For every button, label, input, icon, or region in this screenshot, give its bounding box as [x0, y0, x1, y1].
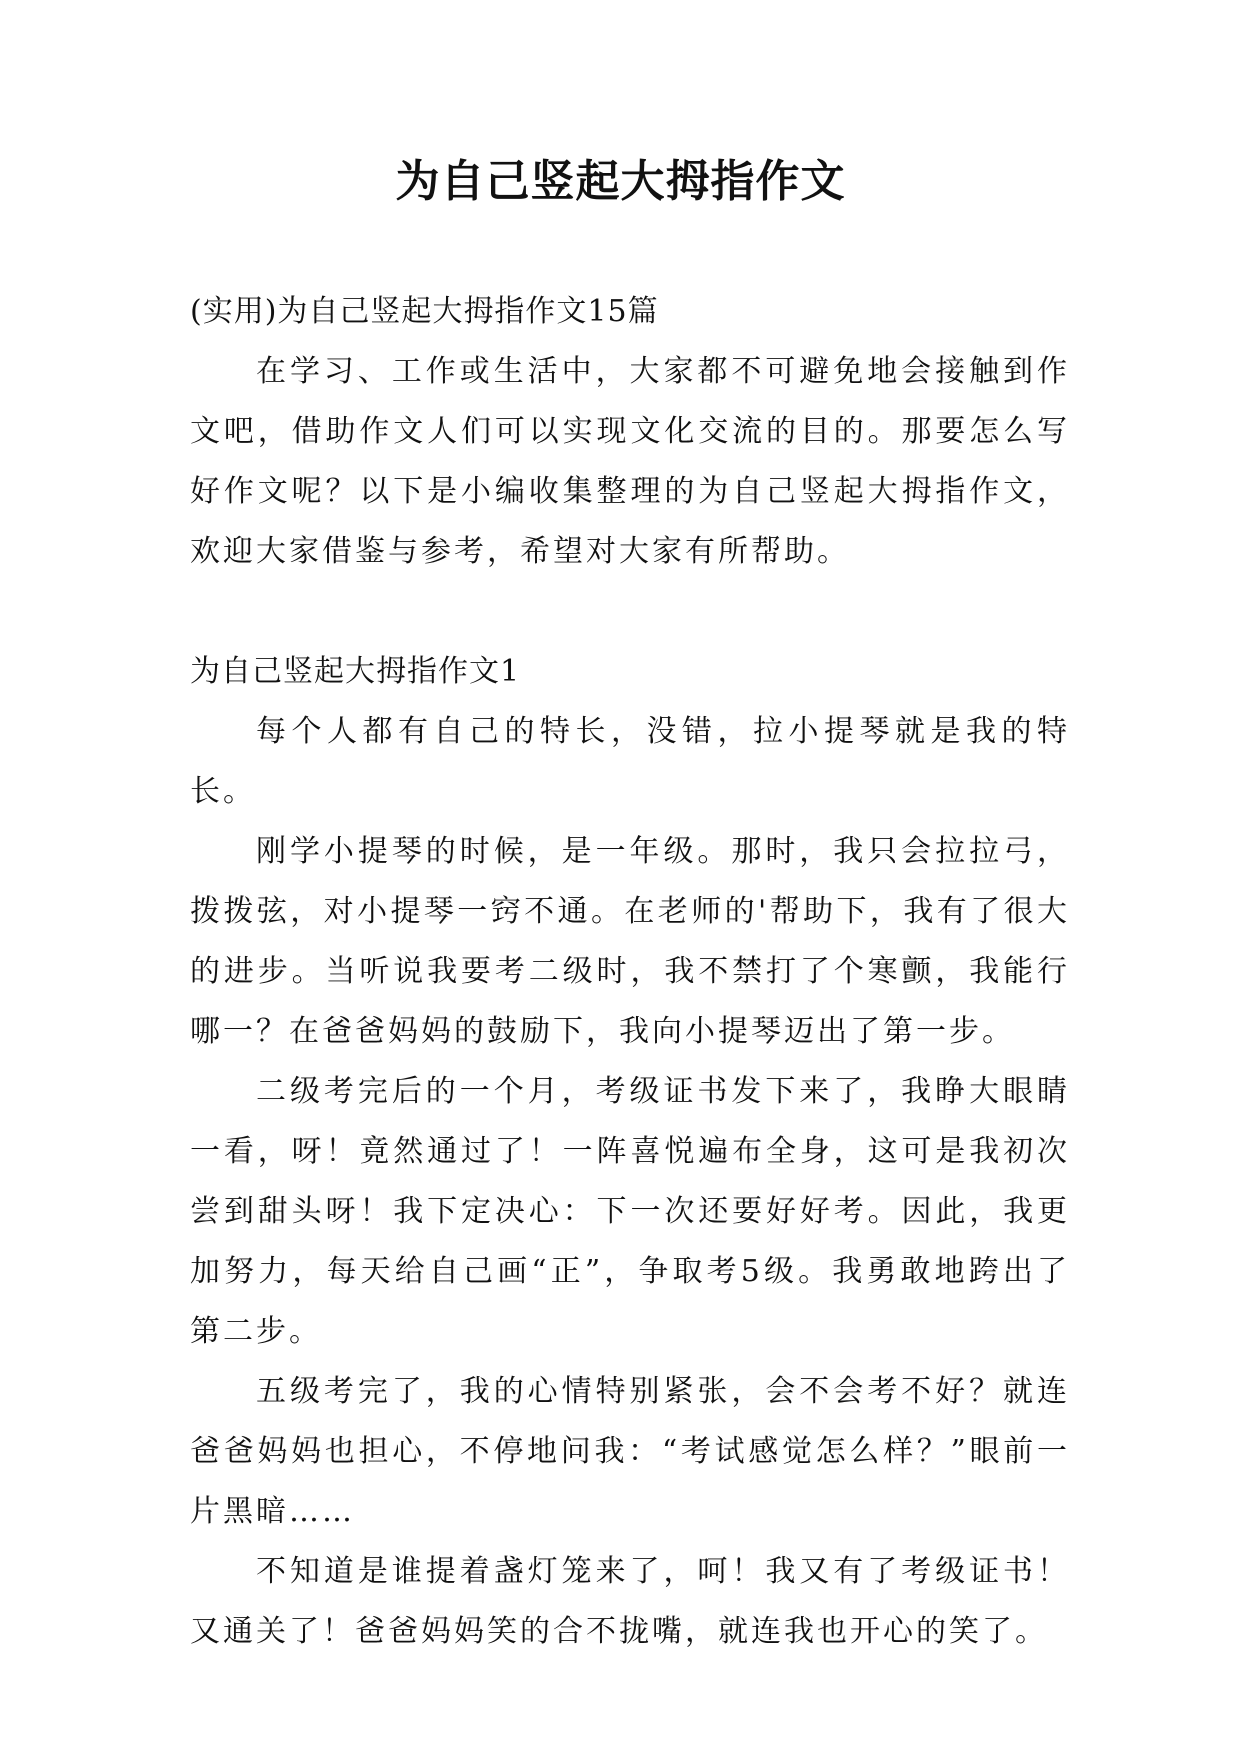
- intro-paragraph: 在学习、工作或生活中，大家都不可避免地会接触到作文吧，借助作文人们可以实现文化交流的目的。那要怎么写好作文呢？以下是小编收集整理的为自己竖起大拇指作文，欢迎大家借鉴与参考，希望对大家有所帮助。: [190, 354, 1070, 569]
- section-paragraph: 二级考完后的一个月，考级证书发下来了，我睁大眼睛一看，呀！竟然通过了！一阵喜悦遍布全身，这可是我初次尝到甜头呀！我下定决心：下一次还要好好考。因此，我更加努力，每天给自己画“正”，争取考5级。我勇敢地跨出了第二步。: [190, 1074, 1070, 1349]
- document-body: [190, 282, 1070, 1662]
- section-paragraph: 五级考完了，我的心情特别紧张，会不会考不好？就连爸爸妈妈也担心，不停地问我：“考试感觉怎么样？”眼前一片黑暗……: [190, 1374, 1070, 1529]
- document-subtitle: (实用)为自己竖起大拇指作文15篇: [190, 294, 659, 329]
- section-paragraph: 刚学小提琴的时候，是一年级。那时，我只会拉拉弓，拨拨弦，对小提琴一窍不通。在老师的'帮助下，我有了很大的进步。当听说我要考二级时，我不禁打了个寒颤，我能行哪一？在爸爸妈妈的鼓励下，我向小提琴迈出了第一步。: [190, 834, 1070, 1049]
- section-paragraph: 不知道是谁提着盏灯笼来了，呵！我又有了考级证书！又通关了！爸爸妈妈笑的合不拢嘴，就连我也开心的笑了。: [190, 1554, 1070, 1649]
- document-title: 为自己竖起大拇指作文: [395, 156, 846, 207]
- section-spacer: [190, 582, 1070, 642]
- section-heading: 为自己竖起大拇指作文1: [190, 654, 521, 689]
- section-paragraph: 每个人都有自己的特长，没错，拉小提琴就是我的特长。: [190, 714, 1070, 809]
